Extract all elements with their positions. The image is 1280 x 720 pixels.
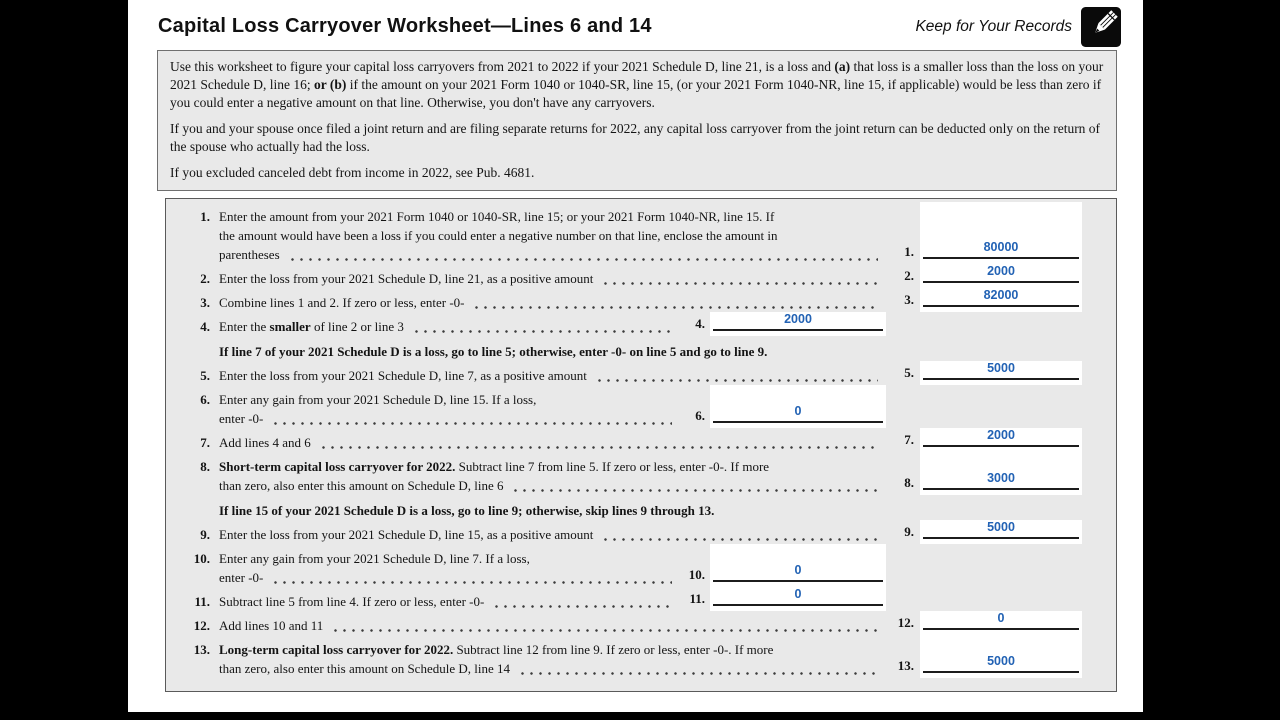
spacer <box>886 587 1104 611</box>
spacer <box>1082 288 1104 312</box>
worksheet-row-10 <box>178 544 1104 587</box>
value-line-number: 11. <box>689 591 705 606</box>
intro-box <box>157 50 1117 191</box>
worksheet-note-line5 <box>178 336 1104 361</box>
line-4-value: 2000 <box>713 312 883 331</box>
line-text: Enter any gain from your 2021 Schedule D, line 15. If a loss, <box>219 392 537 407</box>
line-text: Enter the amount from your 2021 Form 1040 or 1040-SR, line 15; or your 2021 Form 1040-NR, line 15. If <box>219 209 775 224</box>
line-number: 1. <box>200 209 210 224</box>
spacer <box>1082 635 1104 678</box>
line-2-value: 2000 <box>923 264 1079 283</box>
line-text: parentheses <box>219 247 280 262</box>
worksheet-row-13 <box>178 635 1104 678</box>
dot-leader <box>601 528 878 542</box>
worksheet-row-6 <box>178 385 1104 428</box>
line-9-value-field[interactable] <box>920 520 1082 544</box>
spacer <box>1082 520 1104 544</box>
line-number: 5. <box>200 368 210 383</box>
dot-leader <box>331 619 878 633</box>
line-9-value: 5000 <box>923 520 1079 539</box>
value-line-number: 9. <box>904 524 914 539</box>
line-text: than zero, also enter this amount on Schedule D, line 14 <box>219 661 510 676</box>
line-text: Long-term capital loss carryover for 2022. Subtract line 12 from line 9. If zero or less, enter -0-. If more <box>219 642 774 657</box>
line-11-value: 0 <box>713 587 883 606</box>
line-10-value: 0 <box>713 563 883 582</box>
line-text: the amount would have been a loss if you could enter a negative number on that line, enclose the amount in <box>219 228 778 243</box>
line-number: 4. <box>200 319 210 334</box>
dot-leader <box>271 571 672 585</box>
line-number: 6. <box>200 392 210 407</box>
spacer <box>1082 361 1104 385</box>
line-number: 11. <box>194 594 210 609</box>
line-text: Enter the loss from your 2021 Schedule D, line 7, as a positive amount <box>219 368 587 383</box>
dot-leader <box>319 436 878 450</box>
spacer <box>1082 202 1104 264</box>
line-text: Subtract line 5 from line 4. If zero or less, enter -0- <box>219 594 485 609</box>
value-line-number: 12. <box>897 615 914 630</box>
dot-leader <box>601 272 878 286</box>
value-line-number: 13. <box>897 658 914 673</box>
dot-leader <box>518 662 878 676</box>
line-number <box>178 495 210 520</box>
line-3-value-field[interactable] <box>920 288 1082 312</box>
line-text: Enter the smaller of line 2 or line 3 <box>219 319 404 334</box>
line-text: Enter any gain from your 2021 Schedule D, line 7. If a loss, <box>219 551 530 566</box>
worksheet-page <box>128 0 1143 712</box>
line-6-value: 0 <box>713 404 883 423</box>
note-text: If line 15 of your 2021 Schedule D is a loss, go to line 9; otherwise, skip lines 9 through 13. <box>219 503 715 518</box>
line-1-value: 80000 <box>923 240 1079 259</box>
worksheet-row-1 <box>178 202 1104 264</box>
line-6-value-field[interactable] <box>710 385 886 428</box>
line-1-value-field[interactable] <box>920 202 1082 264</box>
spacer <box>1082 264 1104 288</box>
spacer <box>1082 428 1104 452</box>
worksheet-row-12 <box>178 611 1104 635</box>
intro-paragraph-1: Use this worksheet to figure your capital loss carryovers from 2021 to 2022 if your 2021 Schedule D, line 21, is a loss and (a) that loss is a smaller loss than the loss on your 2021 Schedule D, line 16; or (b) if the amount on your 2021 Form 1040 or 1040-SR, line 15, (or your 2021 Form 1040-NR, line 15, if applicable) would be less than zero if you could enter a negative amount on that line. Otherwise, you don't have any carryovers. <box>170 59 1104 110</box>
line-5-value-field[interactable] <box>920 361 1082 385</box>
line-number: 10. <box>193 551 210 566</box>
line-10-value-field[interactable] <box>710 544 886 587</box>
line-7-value: 2000 <box>923 428 1079 447</box>
worksheet-row-7 <box>178 428 1104 452</box>
line-8-value: 3000 <box>923 471 1079 490</box>
note-text: If line 7 of your 2021 Schedule D is a loss, go to line 5; otherwise, enter -0- on line 5 and go to line 9. <box>219 344 768 359</box>
value-line-number: 1. <box>904 244 914 259</box>
dot-leader <box>492 595 672 609</box>
line-text: Short-term capital loss carryover for 2022. Subtract line 7 from line 5. If zero or less, enter -0-. If more <box>219 459 770 474</box>
pencil-icon <box>1081 7 1121 47</box>
line-text: Add lines 10 and 11 <box>219 618 324 633</box>
line-number: 9. <box>200 527 210 542</box>
line-number: 7. <box>200 435 210 450</box>
header <box>128 0 1143 44</box>
dot-leader <box>271 412 672 426</box>
line-number: 3. <box>200 295 210 310</box>
line-number: 8. <box>200 459 210 474</box>
line-8-value-field[interactable] <box>920 452 1082 495</box>
worksheet-row-4 <box>178 312 1104 336</box>
line-number: 13. <box>193 642 210 657</box>
dot-leader <box>472 296 878 310</box>
line-text: Combine lines 1 and 2. If zero or less, enter -0- <box>219 295 465 310</box>
spacer <box>1082 611 1104 635</box>
line-7-value-field[interactable] <box>920 428 1082 452</box>
worksheet-row-3 <box>178 288 1104 312</box>
worksheet-row-5 <box>178 361 1104 385</box>
worksheet-note-line9 <box>178 495 1104 520</box>
spacer <box>1082 452 1104 495</box>
worksheet-box <box>165 198 1117 692</box>
worksheet-row-8 <box>178 452 1104 495</box>
line-text: than zero, also enter this amount on Schedule D, line 6 <box>219 478 504 493</box>
value-line-number: 10. <box>688 567 705 582</box>
value-line-number: 6. <box>695 408 705 423</box>
worksheet-row-11 <box>178 587 1104 611</box>
spacer <box>886 385 1104 428</box>
intro-paragraph-3: If you excluded canceled debt from income in 2022, see Pub. 4681. <box>170 165 535 180</box>
line-number <box>178 336 210 361</box>
line-text: enter -0- <box>219 570 264 585</box>
line-12-value: 0 <box>923 611 1079 630</box>
dot-leader <box>595 369 878 383</box>
line-number: 12. <box>193 618 210 633</box>
keep-for-records-label: Keep for Your Records <box>915 17 1072 35</box>
line-5-value: 5000 <box>923 361 1079 380</box>
line-number: 2. <box>200 271 210 286</box>
line-12-value-field[interactable] <box>920 611 1082 635</box>
value-line-number: 8. <box>904 475 914 490</box>
value-line-number: 3. <box>904 292 914 307</box>
line-text: Enter the loss from your 2021 Schedule D, line 21, as a positive amount <box>219 271 594 286</box>
worksheet-row-9 <box>178 520 1104 544</box>
intro-paragraph-2: If you and your spouse once filed a joint return and are filing separate returns for 2022, any capital loss carryover from the joint return can be deducted only on the return of the spouse who actually had the loss. <box>170 121 1101 154</box>
spacer <box>886 312 1104 336</box>
line-text: Enter the loss from your 2021 Schedule D, line 15, as a positive amount <box>219 527 594 542</box>
line-4-value-field[interactable] <box>710 312 886 336</box>
dot-leader <box>511 479 878 493</box>
dot-leader <box>412 320 672 334</box>
line-11-value-field[interactable] <box>710 587 886 611</box>
line-3-value: 82000 <box>923 288 1079 307</box>
page-title: Capital Loss Carryover Worksheet—Lines 6 and 14 <box>158 15 652 37</box>
value-line-number: 5. <box>904 365 914 380</box>
dot-leader <box>288 248 878 262</box>
spacer <box>886 544 1104 587</box>
line-13-value: 5000 <box>923 654 1079 673</box>
line-text: enter -0- <box>219 411 264 426</box>
value-line-number: 2. <box>904 268 914 283</box>
line-2-value-field[interactable] <box>920 264 1082 288</box>
value-line-number: 7. <box>904 432 914 447</box>
value-line-number: 4. <box>695 316 705 331</box>
worksheet-row-2 <box>178 264 1104 288</box>
line-text: Add lines 4 and 6 <box>219 435 311 450</box>
line-13-value-field[interactable] <box>920 635 1082 678</box>
